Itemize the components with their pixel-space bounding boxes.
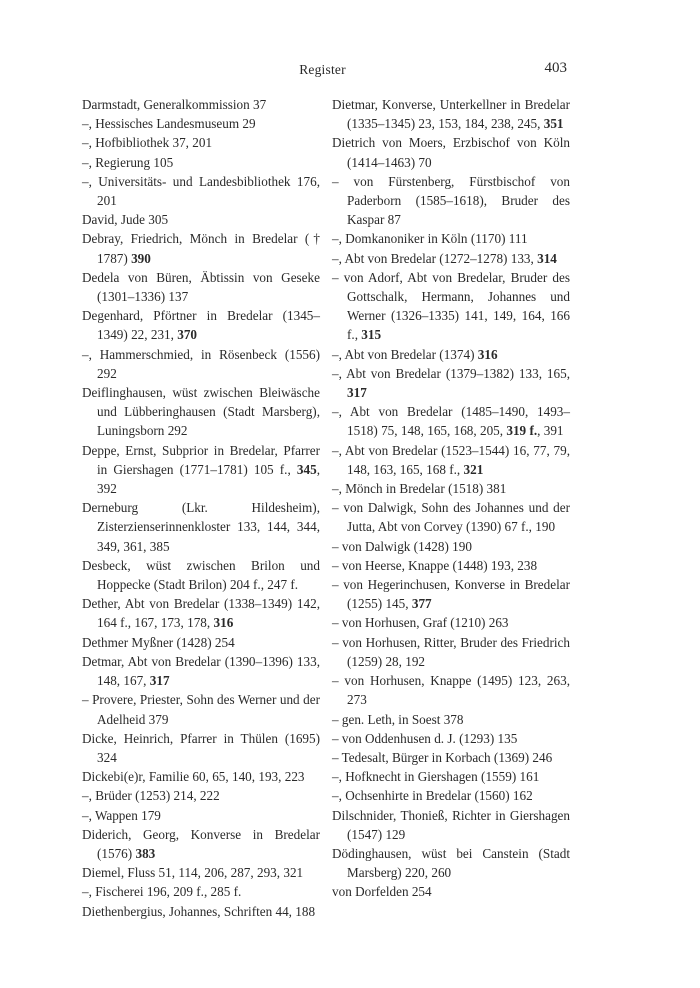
- entry-text: –, Abt von Bredelar (1374): [332, 346, 478, 362]
- index-entry: [82, 633, 320, 652]
- entry-bold-page: 377: [411, 596, 432, 612]
- entry-text: Deppe, Ernst, Subprior in Bredelar, Pfarrer in Giershagen (1771–1781) 105 f.,: [82, 442, 320, 477]
- entry-text: –, Abt von Bredelar (1379–1382) 133, 165,: [332, 365, 570, 381]
- entry-text: Dickebi(e)r, Familie 60, 65, 140, 193, 223: [82, 769, 305, 785]
- index-entry: [332, 767, 570, 786]
- index-entry: [332, 229, 570, 248]
- entry-bold-page: 345: [296, 461, 317, 477]
- index-entry: [82, 498, 320, 556]
- entry-text: – von Dalwigk (1428) 190: [332, 538, 472, 554]
- index-entry: [332, 633, 570, 671]
- entry-text: Dietrich von Moers, Erzbischof von Köln (1414–1463) 70: [332, 135, 570, 170]
- index-entry: [82, 556, 320, 594]
- index-entry: [332, 95, 570, 133]
- entry-text: –, Hessisches Landesmuseum 29: [82, 116, 256, 132]
- entry-bold-page: 315: [361, 327, 382, 343]
- index-entry: [82, 153, 320, 172]
- index-entry: [82, 441, 320, 499]
- index-entry: [82, 306, 320, 344]
- index-entry: [332, 575, 570, 613]
- entry-text: Dether, Abt von Bredelar (1338–1349) 142, 164 f., 167, 173, 178,: [82, 596, 320, 631]
- index-entry: [82, 690, 320, 728]
- entry-text: – von Fürstenberg, Fürstbischof von Paderborn (1585–1618), Bruder des Kaspar 87: [332, 173, 570, 228]
- index-entry: [82, 786, 320, 805]
- entry-text: – von Horhusen, Graf (1210) 263: [332, 615, 509, 631]
- entry-text: –, Abt von Bredelar (1523–1544) 16, 77, 79, 148, 163, 165, 168 f.,: [332, 442, 570, 477]
- entry-text: Diemel, Fluss 51, 114, 206, 287, 293, 321: [82, 865, 304, 881]
- entry-text: Desbeck, wüst zwischen Brilon und Hoppecke (Stadt Brilon) 204 f., 247 f.: [82, 557, 320, 593]
- index-entry: [82, 902, 320, 921]
- index-entry: [82, 95, 320, 114]
- index-entry: [82, 345, 320, 383]
- index-entry: [82, 863, 320, 882]
- index-entry: [332, 844, 570, 882]
- entry-text: –, Wappen 179: [82, 807, 161, 823]
- index-entry: [82, 383, 320, 441]
- index-entry: [332, 537, 570, 556]
- index-entry: [332, 786, 570, 805]
- entry-text: – Provere, Priester, Sohn des Werner und der Adelheid 379: [82, 692, 320, 727]
- entry-text: David, Jude 305: [82, 212, 169, 228]
- entry-text: Dicke, Heinrich, Pfarrer in Thülen (1695) 324: [82, 730, 320, 765]
- entry-bold-page: 390: [131, 250, 151, 266]
- entry-text: –, Abt von Bredelar (1272–1278) 133,: [332, 250, 538, 266]
- index-entry: [332, 345, 570, 364]
- entry-bold-page: 351: [543, 116, 564, 132]
- entry-text: – Tedesalt, Bürger in Korbach (1369) 246: [332, 749, 553, 765]
- entry-text: Dödinghausen, wüst bei Canstein (Stadt Marsberg) 220, 260: [332, 845, 570, 881]
- index-entry: [82, 172, 320, 210]
- index-column-right: [332, 95, 570, 902]
- index-entry: [82, 594, 320, 632]
- entry-text: – von Dalwigk, Sohn des Johannes und der Jutta, Abt von Corvey (1390) 67 f., 190: [332, 500, 570, 535]
- entry-text: –, Hammerschmied, in Rösenbeck (1556) 292: [82, 346, 320, 381]
- running-header: Register: [299, 62, 346, 77]
- index-entry: [82, 825, 320, 863]
- entry-bold-page: 314: [537, 250, 557, 266]
- entry-text: Diderich, Georg, Konverse in Bredelar (1576): [82, 826, 320, 861]
- index-entry: [332, 249, 570, 268]
- index-entry: [332, 172, 570, 230]
- entry-text: –, Brüder (1253) 214, 222: [82, 788, 220, 804]
- index-entry: [82, 133, 320, 152]
- index-entry: [82, 268, 320, 306]
- index-entry: [332, 498, 570, 536]
- entry-text: – von Oddenhusen d. J. (1293) 135: [332, 730, 518, 746]
- entry-bold-page: 317: [149, 673, 170, 689]
- entry-bold-page: 316: [477, 346, 498, 362]
- entry-text: Debray, Friedrich, Mönch in Bredelar († 1787): [82, 231, 320, 266]
- index-entry: [332, 710, 570, 729]
- entry-text: Dethmer Myßner (1428) 254: [82, 634, 235, 650]
- entry-text: –, Mönch in Bredelar (1518) 381: [332, 481, 507, 497]
- index-entry: [332, 402, 570, 440]
- entry-text: –, Fischerei 196, 209 f., 285 f.: [82, 884, 242, 900]
- entry-text: Dietmar, Konverse, Unterkellner in Bredelar (1335–1345) 23, 153, 184, 238, 245,: [332, 97, 570, 132]
- entry-text: – von Adorf, Abt von Bredelar, Bruder des Gottschalk, Hermann, Johannes und Werner (1326–1335) 141, 149, 164, 166 f.,: [332, 269, 570, 343]
- entry-text: –, Hofknecht in Giershagen (1559) 161: [332, 769, 540, 785]
- entry-text: Diethenbergius, Johannes, Schriften 44, 188: [82, 903, 316, 919]
- entry-text: Darmstadt, Generalkommission 37: [82, 97, 267, 112]
- index-entry: [332, 441, 570, 479]
- index-entry: [332, 729, 570, 748]
- index-entry: [82, 882, 320, 901]
- entry-text: Dedela von Büren, Äbtissin von Geseke (1301–1336) 137: [82, 269, 320, 305]
- entry-text: Dilschnider, Thonieß, Richter in Giershagen (1547) 129: [332, 807, 570, 842]
- index-entry: [82, 210, 320, 229]
- index-entry: [332, 613, 570, 632]
- entry-text: –, Universitäts- und Landesbibliothek 176, 201: [82, 173, 320, 209]
- index-entry: [82, 767, 320, 786]
- entry-bold-page: 321: [463, 461, 484, 477]
- entry-tail: , 392: [97, 461, 320, 497]
- index-entry: [332, 556, 570, 575]
- index-entry: [82, 229, 320, 267]
- entry-text: von Dorfelden 254: [332, 884, 432, 900]
- entry-text: –, Domkanoniker in Köln (1170) 111: [332, 231, 528, 247]
- entry-text: –, Regierung 105: [82, 154, 174, 170]
- index-entry: [332, 748, 570, 767]
- index-entry: [332, 671, 570, 709]
- page-number: 403: [544, 60, 567, 76]
- entry-text: –, Hofbibliothek 37, 201: [82, 135, 213, 151]
- entry-text: Derneburg (Lkr. Hildesheim), Zisterzienserinnenkloster 133, 144, 344, 349, 361, 385: [82, 500, 320, 554]
- entry-text: – von Horhusen, Ritter, Bruder des Friedrich (1259) 28, 192: [332, 634, 570, 669]
- entry-bold-page: 317: [347, 385, 367, 401]
- entry-text: –, Ochsenhirte in Bredelar (1560) 162: [332, 788, 533, 804]
- index-column-left: [82, 95, 320, 921]
- entry-text: – von Hegerinchusen, Konverse in Bredelar (1255) 145,: [332, 577, 570, 612]
- index-entry: [82, 652, 320, 690]
- index-entry: [332, 479, 570, 498]
- index-entry: [332, 268, 570, 345]
- entry-tail: , 391: [537, 423, 564, 439]
- entry-text: – von Heerse, Knappe (1448) 193, 238: [332, 557, 538, 573]
- entry-text: – gen. Leth, in Soest 378: [332, 711, 464, 727]
- index-entry: [82, 114, 320, 133]
- index-entry: [82, 806, 320, 825]
- entry-text: –, Abt von Bredelar (1485–1490, 1493–1518) 75, 148, 165, 168, 205,: [332, 404, 570, 439]
- index-entry: [332, 133, 570, 171]
- index-entry: [332, 364, 570, 402]
- entry-text: Degenhard, Pförtner in Bredelar (1345–1349) 22, 231,: [82, 308, 320, 343]
- index-entry: [332, 806, 570, 844]
- entry-bold-page: 316: [213, 615, 234, 631]
- entry-bold-page: 383: [135, 845, 156, 861]
- entry-bold-page: 370: [177, 327, 198, 343]
- index-entry: [332, 882, 570, 901]
- index-entry: [82, 729, 320, 767]
- entry-bold-page: 319 f.: [506, 423, 538, 439]
- entry-text: – von Horhusen, Knappe (1495) 123, 263, 273: [332, 673, 570, 708]
- entry-text: Detmar, Abt von Bredelar (1390–1396) 133, 148, 167,: [82, 653, 320, 689]
- entry-text: Deiflinghausen, wüst zwischen Bleiwäsche und Lübberinghausen (Stadt Marsberg), Luningsborn 292: [82, 385, 320, 439]
